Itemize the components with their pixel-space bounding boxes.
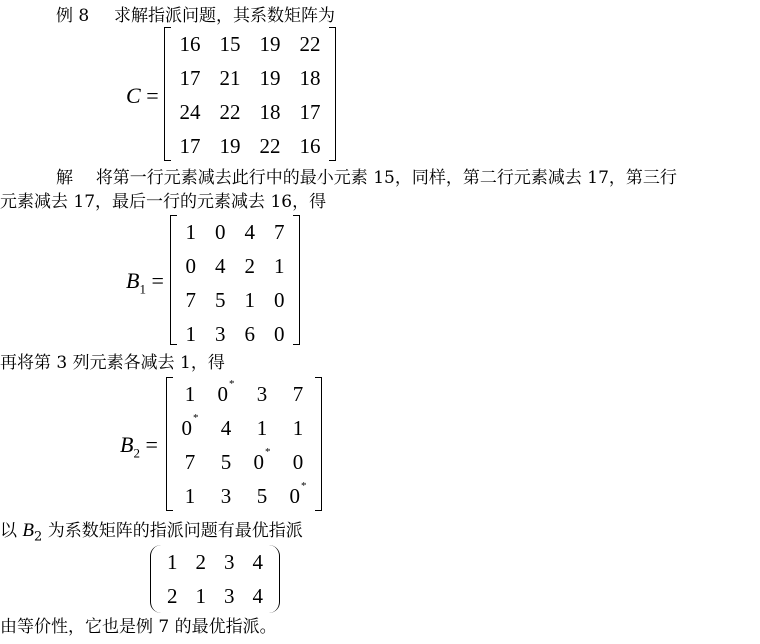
matrix-cell: 1 [184, 483, 196, 508]
matrix-row [172, 479, 316, 513]
star-marker: * [301, 479, 307, 492]
matrix-b2 [166, 377, 322, 511]
matrix-cell: 1 [274, 253, 285, 278]
star-marker: * [229, 377, 235, 390]
matrix-cell: 7 [292, 381, 304, 406]
example-number: 例 8 [56, 6, 90, 26]
matrix-cell: 7 [185, 287, 196, 312]
matrix-cell: 4 [252, 583, 263, 608]
assignment-matrix [150, 545, 280, 613]
star-marker: * [193, 411, 199, 424]
matrix-cell: 0 [215, 219, 226, 244]
matrix-c [164, 27, 336, 161]
star-marker: * [265, 445, 271, 458]
matrix-b1-subscript: 1 [139, 281, 146, 297]
matrix-cell: 3 [220, 483, 232, 508]
matrix-cell: 0 [274, 287, 285, 312]
matrix-row [170, 61, 330, 95]
matrix-b1-table [176, 215, 294, 351]
matrix-cell: 1 [292, 415, 304, 440]
matrix-cell: 1 [256, 415, 268, 440]
matrix-cell: 24 [179, 99, 201, 124]
matrix-cell: 4 [252, 549, 263, 574]
matrix-cell: 21 [219, 65, 241, 90]
matrix-cell: 2 [244, 253, 255, 278]
matrix-cell: 5 [215, 287, 226, 312]
matrix-cell: 1 [185, 321, 196, 346]
matrix-c-table [170, 27, 330, 163]
optimal-prefix: 以 [0, 521, 17, 541]
matrix-b1-name: B [126, 268, 140, 293]
matrix-cell: 5 [256, 483, 268, 508]
matrix-cell: 1 [185, 219, 196, 244]
matrix-b2-subscript: 2 [133, 445, 140, 461]
solution-line-2 [0, 191, 326, 213]
matrix-cell: 0 [274, 321, 285, 346]
matrix-cell: 0* [289, 479, 307, 508]
matrix-cell: 1 [167, 549, 178, 574]
matrix-row [170, 95, 330, 129]
matrix-cell: 4 [244, 219, 255, 244]
matrix-row [176, 317, 294, 351]
matrix-cell: 4 [215, 253, 226, 278]
matrix-cell: 17 [179, 133, 201, 158]
matrix-cell: 1 [195, 583, 206, 608]
matrix-cell: 7 [274, 219, 285, 244]
conclusion-line [0, 616, 277, 638]
matrix-row [172, 445, 316, 479]
matrix-cell: 19 [259, 65, 281, 90]
matrix-row [158, 579, 272, 613]
matrix-cell: 0* [253, 445, 271, 474]
matrix-cell: 2 [195, 549, 206, 574]
matrix-cell: 2 [167, 583, 178, 608]
matrix-c-name: C [126, 83, 141, 108]
matrix-row [176, 249, 294, 283]
optimal-suffix: 为系数矩阵的指派问题有最优指派 [47, 521, 303, 541]
matrix-c-right-bracket [329, 27, 336, 161]
matrix-row [172, 411, 316, 445]
example-heading-line [56, 5, 335, 27]
matrix-cell: 0 [292, 449, 304, 474]
matrix-cell: 22 [259, 133, 281, 158]
example-text: 求解指派问题，其系数矩阵为 [114, 6, 336, 26]
matrix-row [176, 283, 294, 317]
matrix-cell: 16 [299, 133, 321, 158]
matrix-cell: 22 [219, 99, 241, 124]
optimal-var: B [22, 520, 35, 541]
matrix-b1-right-bracket [293, 215, 300, 345]
matrix-b2-name: B [120, 432, 134, 457]
matrix-cell: 1 [244, 287, 255, 312]
solution-text-1: 将第一行元素减去此行中的最小元素 15，同样，第二行元素减去 17，第三行 [95, 168, 677, 188]
matrix-cell: 7 [184, 449, 196, 474]
conclusion-text: 由等价性，它也是例 7 的最优指派。 [0, 617, 277, 637]
matrix-cell: 0* [217, 377, 235, 406]
matrix-cell: 18 [259, 99, 281, 124]
matrix-row [170, 27, 330, 61]
matrix-cell: 0* [181, 411, 199, 440]
matrix-cell: 19 [259, 31, 281, 56]
step2-line [0, 352, 225, 374]
matrix-row [172, 377, 316, 411]
matrix-b1 [170, 215, 300, 345]
matrix-b2-label: $B_2$ = [120, 432, 158, 461]
matrix-row [170, 129, 330, 163]
matrix-cell: 15 [219, 31, 241, 56]
matrix-cell: 22 [299, 31, 321, 56]
optimal-sub: 2 [34, 529, 43, 545]
matrix-b1-label: $B_1$ = [126, 268, 164, 297]
matrix-cell: 3 [256, 381, 268, 406]
matrix-row [176, 215, 294, 249]
matrix-cell: 3 [224, 549, 235, 574]
solution-line-1 [56, 167, 677, 189]
matrix-b2-right-bracket [315, 377, 322, 511]
solution-label: 解 [56, 168, 73, 188]
matrix-cell: 19 [219, 133, 241, 158]
matrix-b2-table [172, 377, 316, 513]
matrix-row [158, 545, 272, 579]
matrix-cell: 16 [179, 31, 201, 56]
matrix-c-label: C = [126, 83, 159, 108]
matrix-cell: 3 [224, 583, 235, 608]
solution-text-2: 元素减去 17，最后一行的元素减去 16，得 [0, 192, 327, 212]
step2-text: 再将第 3 列元素各减去 1，得 [0, 353, 225, 373]
matrix-cell: 17 [299, 99, 321, 124]
matrix-cell: 0 [185, 253, 196, 278]
matrix-cell: 1 [184, 381, 196, 406]
matrix-cell: 6 [244, 321, 255, 346]
assignment-table [158, 545, 272, 613]
matrix-cell: 3 [215, 321, 226, 346]
matrix-cell: 5 [220, 449, 232, 474]
matrix-cell: 4 [220, 415, 232, 440]
matrix-cell: 17 [179, 65, 201, 90]
matrix-cell: 18 [299, 65, 321, 90]
